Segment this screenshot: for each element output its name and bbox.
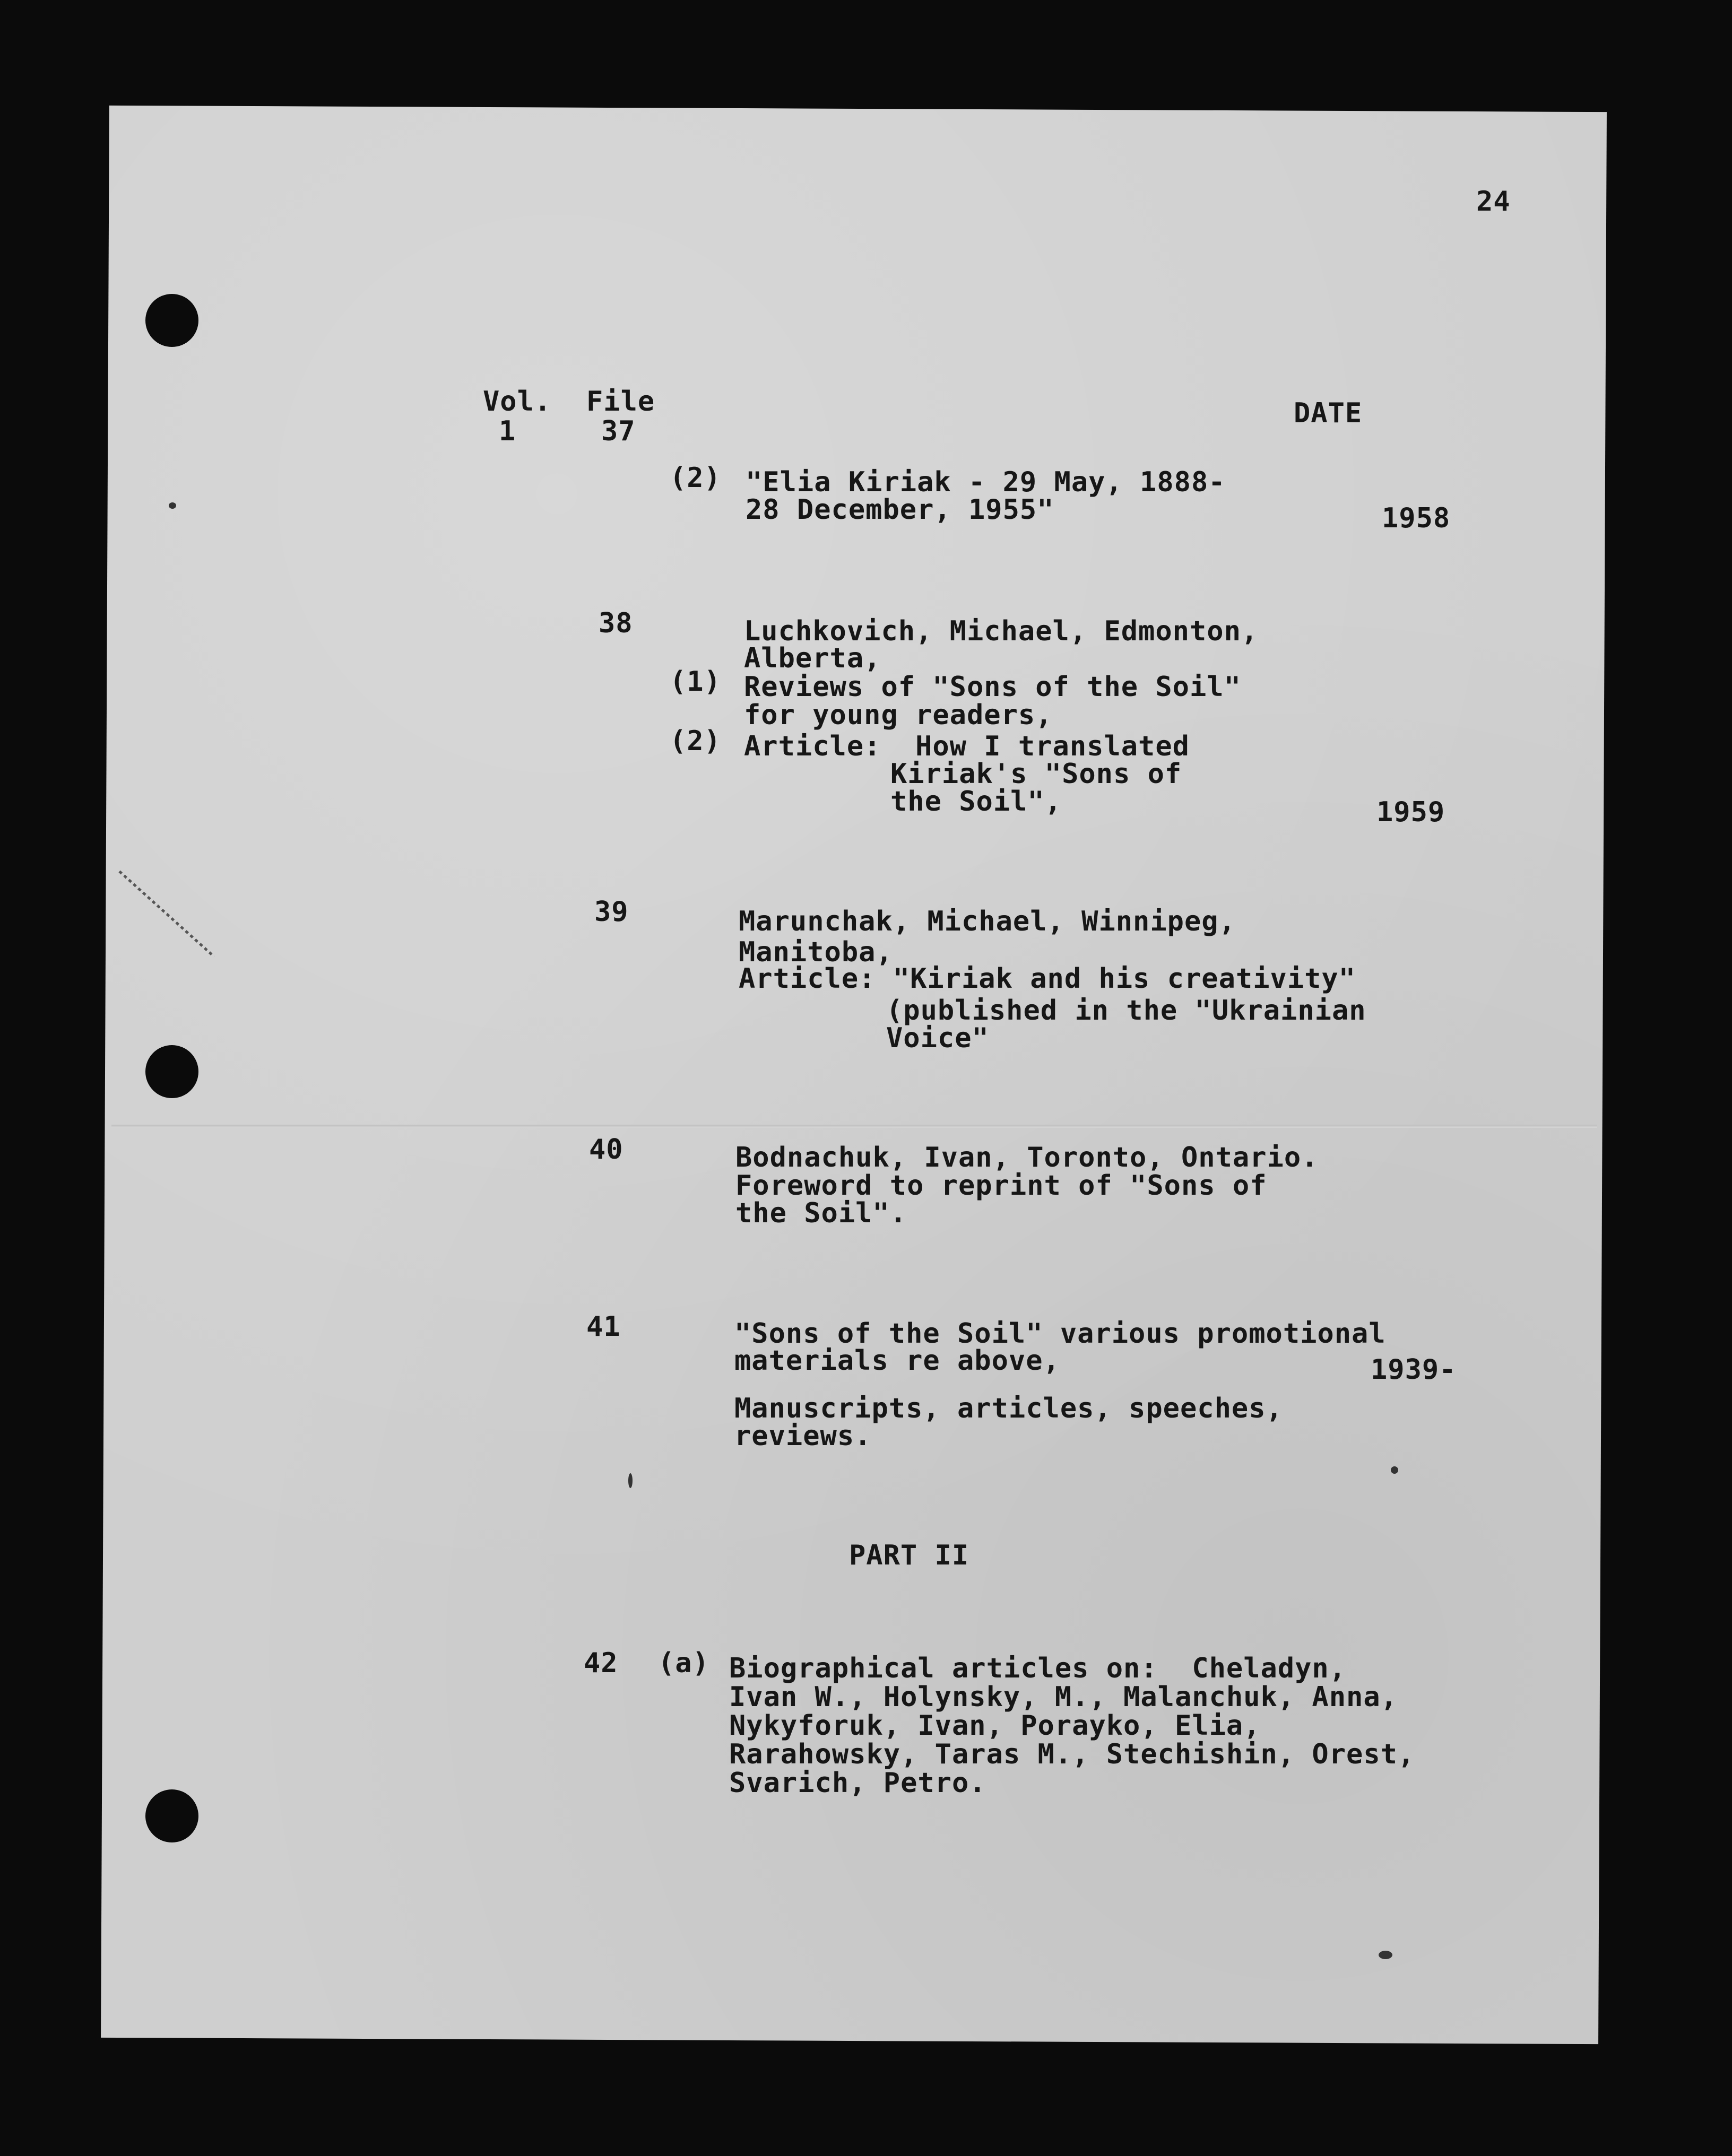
entry-text: Foreword to reprint of "Sons of — [735, 1170, 1267, 1202]
subitem-marker: (1) — [670, 666, 721, 698]
file-number: 41 — [586, 1311, 621, 1343]
dust-speck — [1379, 1951, 1392, 1959]
entry-text: for young readers, — [744, 699, 1053, 731]
file-number: 38 — [599, 607, 633, 639]
entry-text: materials re above, — [734, 1345, 1060, 1377]
page-fold-line — [111, 1125, 1597, 1128]
file-number: 39 — [594, 896, 629, 928]
entry-text: Ivan W., Holynsky, M., Malanchuk, Anna, — [729, 1681, 1398, 1713]
file-number: 42 — [584, 1647, 618, 1679]
entry-text: Reviews of "Sons of the Soil" — [744, 671, 1241, 703]
entry-text: Biographical articles on: Cheladyn, — [729, 1653, 1347, 1684]
file-number: 37 — [601, 415, 636, 447]
page-number: 24 — [1476, 186, 1511, 218]
file-number: 40 — [589, 1134, 623, 1166]
header-date: DATE — [1294, 397, 1363, 429]
entry-text: Marunchak, Michael, Winnipeg, — [739, 906, 1236, 937]
subitem-marker: (a) — [658, 1647, 709, 1679]
punch-hole-bottom — [145, 1789, 198, 1842]
entry-date: 1939- — [1371, 1354, 1457, 1386]
header-file: File — [586, 386, 655, 418]
entry-text: Rarahowsky, Taras M., Stechishin, Orest, — [729, 1738, 1415, 1770]
dust-speck — [169, 502, 176, 509]
dust-speck — [628, 1473, 633, 1488]
entry-text: Luchkovich, Michael, Edmonton, — [744, 615, 1259, 647]
subitem-marker: (2) — [670, 462, 721, 494]
entry-text: reviews. — [734, 1420, 872, 1452]
entry-text: 28 December, 1955" — [746, 494, 1054, 526]
entry-text: "Elia Kiriak - 29 May, 1888- — [746, 466, 1226, 498]
entry-text: (published in the "Ukrainian — [886, 995, 1366, 1027]
entry-text: Voice" — [886, 1022, 989, 1054]
entry-text: Manitoba, — [739, 936, 893, 968]
entry-text: Manuscripts, articles, speeches, — [734, 1393, 1283, 1424]
entry-text: "Sons of the Soil" various promotional — [734, 1318, 1386, 1350]
entry-text: Nykyforuk, Ivan, Porayko, Elia, — [729, 1710, 1261, 1742]
part-heading: PART II — [849, 1540, 969, 1571]
dust-speck — [1391, 1466, 1398, 1474]
entry-text: Bodnachuk, Ivan, Toronto, Ontario. — [735, 1142, 1319, 1173]
entry-date: 1958 — [1382, 502, 1451, 534]
punch-hole-top — [145, 294, 198, 347]
entry-text: Svarich, Petro. — [729, 1767, 986, 1799]
header-vol: Vol. — [483, 386, 552, 418]
entry-text: Kiriak's "Sons of — [890, 758, 1182, 790]
subitem-marker: (2) — [670, 725, 721, 757]
entry-text: the Soil", — [890, 786, 1062, 818]
entry-text: the Soil". — [735, 1197, 907, 1229]
entry-date: 1959 — [1376, 796, 1445, 828]
entry-text: Article: How I translated — [744, 731, 1190, 762]
entry-text: Article: "Kiriak and his creativity" — [739, 963, 1356, 995]
punch-hole-middle — [145, 1045, 198, 1098]
vol-number: 1 — [499, 415, 516, 447]
entry-text: Alberta, — [744, 642, 881, 674]
